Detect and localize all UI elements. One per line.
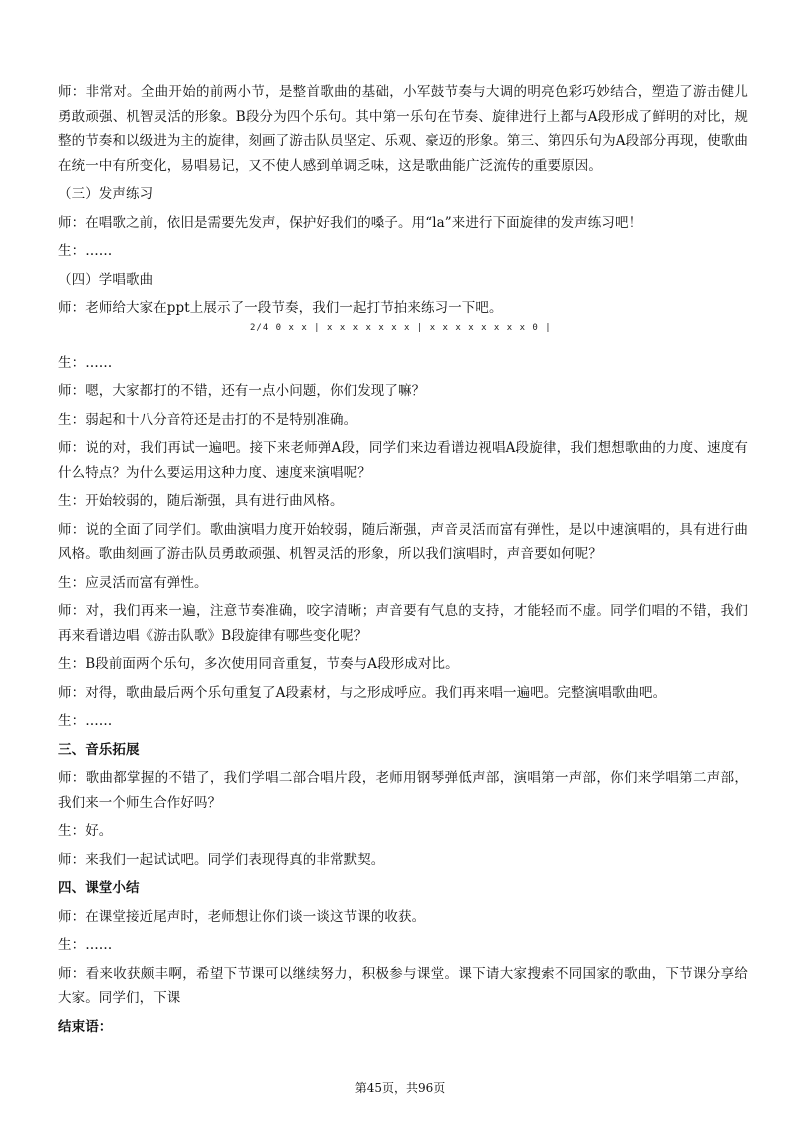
page-content: [58, 80, 748, 1039]
paragraph: 师：对得，歌曲最后两个乐句重复了A段素材，与之形成呼应。我们再来唱一遍吧。完整演唱歌曲吧。: [58, 684, 667, 701]
subsection-heading: （四）学唱歌曲: [58, 271, 154, 288]
section-heading: 四、课堂小结: [58, 880, 140, 896]
paragraph: 生：应灵活而富有弹性。: [58, 574, 208, 591]
paragraph: 生：好。: [58, 823, 113, 839]
section-heading: 三、音乐拓展: [58, 741, 140, 758]
paragraph: 生：……: [58, 713, 113, 729]
paragraph: 师：老师给大家在ppt上展示了一段节奏，我们一起打节拍来练习一下吧。: [58, 300, 503, 316]
subsection-heading: （三）发声练习: [58, 186, 154, 202]
closing-heading: 结束语：: [58, 1018, 113, 1035]
paragraph: 师：非常对。全曲开始的前两小节，是整首歌曲的基础，小军鼓节奏与大调的明亮色彩巧妙结合，塑造了游击健儿勇敢顽强、机智灵活的形象。B段分为四个乐句。其中第一乐句在节奏、旋律进行上都与A段形成了鲜明的对比，规整的节奏和以级进为主的旋律，刻画了游击队员坚定、乐观、豪迈的形象。第三、第四乐句为A段部分再现，使歌曲在统一中有所变化，易唱易记，又不使人感到单调乏味，这是歌曲能广泛流传的重要原因。: [58, 84, 748, 174]
paragraph: 生：……: [58, 937, 113, 953]
paragraph: 师：说的对，我们再试一遍吧。接下来老师弹A段，同学们来边看谱边视唱A段旋律，我们想想歌曲的力度、速度有什么特点？为什么要运用这种力度、速度来演唱呢？: [58, 440, 748, 481]
rhythm-text: 2/4 0 x x | x x x x x x x | x x x x x x x x 0 |: [250, 322, 552, 333]
rhythm-notation: [58, 321, 748, 347]
paragraph: 生：B段前面两个乐句，多次使用同音重复，节奏与A段形成对比。: [58, 656, 459, 672]
paragraph: 师：来我们一起试试吧。同学们表现得真的非常默契。: [58, 851, 385, 868]
paragraph: 师：嗯，大家都打的不错，还有一点小问题，你们发现了嘛？: [58, 383, 426, 399]
paragraph: 师：歌曲都掌握的不错了，我们学唱二部合唱片段，老师用钢琴弹低声部，演唱第一声部，你们来学唱第二声部，我们来一个师生合作好吗？: [58, 770, 748, 811]
paragraph: 生：开始较弱的，随后渐强，具有进行曲风格。: [58, 493, 344, 509]
paragraph: 师：对，我们再来一遍，注意节奏准确，咬字清晰；声音要有气息的支持，才能轻而不虚。同学们唱的不错，我们再来看谱边唱《游击队歌》B段旋律有哪些变化呢？: [58, 603, 748, 644]
paragraph: 生：……: [58, 243, 113, 259]
paragraph: 生：弱起和十八分音符还是击打的不是特别准确。: [58, 411, 358, 428]
paragraph: 师：在课堂接近尾声时，老师想让你们谈一谈这节课的收获。: [58, 908, 426, 925]
paragraph: 师：看来收获颇丰啊，希望下节课可以继续努力，积极参与课堂。课下请大家搜索不同国家的歌曲，下节课分享给大家。同学们，下课: [58, 965, 748, 1006]
paragraph: 师：说的全面了同学们。歌曲演唱力度开始较弱，随后渐强，声音灵活而富有弹性，是以中速演唱的，具有进行曲风格。歌曲刻画了游击队员勇敢顽强、机智灵活的形象，所以我们演唱时，声音要如何呢？: [58, 521, 748, 562]
paragraph: 生：……: [58, 354, 113, 371]
paragraph: 师：在唱歌之前，依旧是需要先发声，保护好我们的嗓子。用“la”来进行下面旋律的发声练习吧！: [58, 214, 643, 231]
page-number: 第45页，共96页: [354, 1081, 446, 1095]
